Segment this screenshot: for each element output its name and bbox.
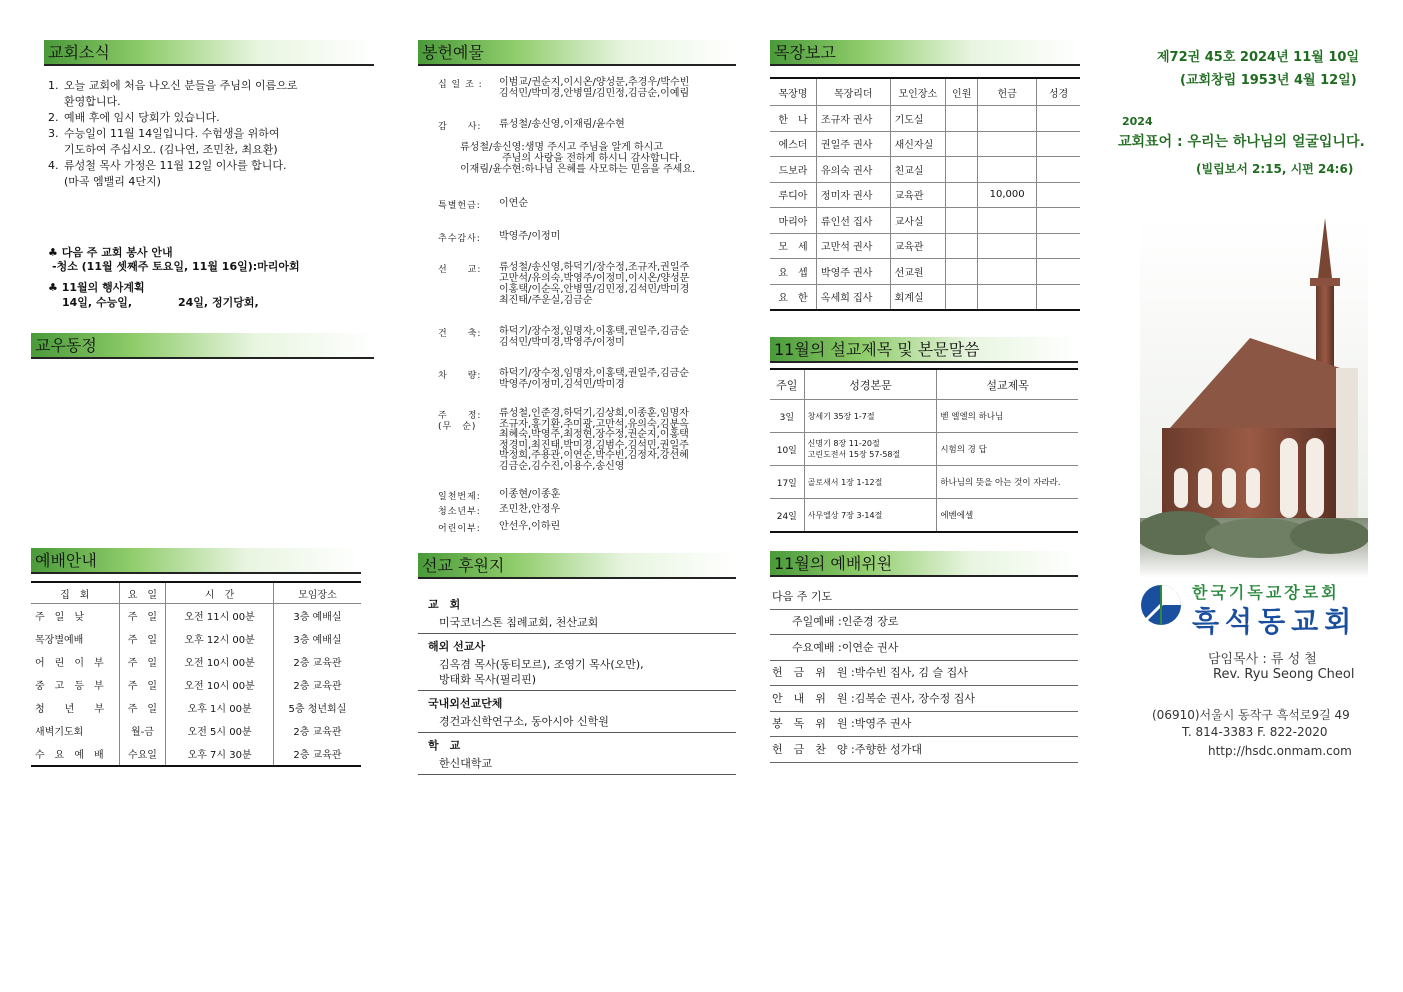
offering-names: 최혜숙,박영주,최정현,장수정,권순지,이홍택 [499,429,689,440]
table-cell [946,182,978,208]
news-title: 교회소식 [48,43,110,62]
offering-category-label: 차 량: [438,371,482,381]
worship-guide-table [31,581,361,767]
offering-names: 정경미,최진태,박미경,김범수,김석민,권일주 [499,439,689,451]
table-cell [1036,233,1080,259]
news-item-number: 1. [48,79,59,92]
servant-role: 헌 금 찬 양 : [772,742,855,756]
sermons-table [770,368,1078,533]
mission-group-line: 한신대학교 [439,757,493,770]
cell-report-row [770,208,1080,234]
mission-group-head: 교 회 [428,598,461,611]
column-header: 요 일 [119,582,166,604]
worship-guide-row [31,696,361,719]
table-cell: 주 일 [119,650,166,673]
sermon-row [770,400,1078,433]
offering-names: 이홍택/이순옥,안병열/김민정,김석민/박미경 [499,284,690,295]
offering-category-label: 선 교: [438,265,482,275]
cell-report-row [770,233,1080,259]
column-header: 성경 [1048,88,1069,100]
mission-header [418,553,736,579]
offering-category-label: 추수감사: [438,234,481,244]
sermons-header [770,337,1078,363]
table-cell [978,106,1037,132]
table-cell [946,208,978,234]
church-logo-icon [1140,584,1182,626]
table-cell: 선교원 [890,259,945,285]
scripture-line: 신명기 8장 11-20절 [807,439,880,448]
table-cell [978,233,1037,259]
table-cell: 주 일 낮 [31,604,119,628]
pastor-name: 담임목사 : 류 성 철 [1208,652,1317,667]
table-cell: 회계실 [890,284,945,310]
offering-category-sublabel: (무 순) [438,422,477,432]
column-header: 주일 [770,369,804,400]
sermon-scripture [804,400,937,433]
table-cell: 마리아 [770,208,816,234]
mission-divider [418,732,736,733]
news-header [44,40,374,66]
column-header: 헌금 [978,78,1037,106]
worship-guide-header [31,548,361,574]
offering-header [418,40,736,66]
events-title: ♣ 11월의 행사계획 [48,281,145,294]
table-cell: 요 셉 [770,259,816,285]
scripture-line: 고린도전서 15장 57-58절 [807,450,901,459]
events-a: 14일, 수능일, [62,296,132,309]
table-cell: 3층 예배실 [293,612,342,623]
offering-names: 김석민/박미경,안병열/김민정,김금순,이예림 [499,88,690,99]
mission-group-head: 학 교 [428,739,461,752]
table-cell [1036,131,1080,157]
table-cell: 주 일 [119,696,166,719]
sermon-scripture [804,433,937,466]
column-header: 시 간 [166,582,274,604]
table-cell [946,233,978,259]
news-item-number: 3. [48,127,59,140]
table-cell: 오후 12시 00분 [166,627,274,650]
offering-names: 김금순,김수진,이용수,송신영 [499,460,625,472]
offering-names: 고만석/유의숙,박영주/이정미,이시온/양성문 [499,273,690,284]
next-week-label: 다음 주 기도 [772,590,833,603]
members-header [31,333,374,359]
column-header: 목장리더 [816,78,890,106]
offering-names: 류성철/송신영:생명 주시고 주님을 알게 하시고 [460,142,663,153]
table-cell: 권일주 권사 [816,131,890,157]
offering-category-label: 주 정: [438,411,482,421]
table-cell: 모 세 [770,233,816,259]
news-item-continued: 환영합니다. [64,95,121,108]
sermon-row [770,466,1078,499]
sermons-title: 11월의 설교제목 및 본문말씀 [774,340,980,359]
worship-guide-row [31,627,361,650]
cell-report-header-row [770,78,1080,106]
offering-names: 김석민/박미경,박영주/이정미 [499,337,625,348]
offering-names: 이범교/권순지,이시온/양성문,추경우/박수빈 [499,77,690,88]
table-cell: 유의숙 권사 [816,157,890,183]
servant-role: 주일예배 : [792,615,842,628]
table-cell: 새신자실 [890,131,945,157]
table-cell: 박영주 권사 [816,259,890,285]
cell-report-table [770,77,1080,311]
mission-group-head: 국내외선교단체 [428,697,503,710]
table-cell: 고만석 권사 [816,233,890,259]
table-cell: 2층 교육관 [293,750,342,761]
servant-row [770,661,1078,686]
table-cell: 오전 10시 00분 [166,673,274,696]
cell-report-row [770,259,1080,285]
sermon-scripture [804,499,937,533]
cell-report-row [770,284,1080,310]
offering-names: 류성철,인준경,하덕기,김상희,이종훈,임명자 [499,408,689,419]
news-item-text: 수능일이 11월 14일입니다. 수험생을 위하여 [64,127,280,140]
table-cell [946,284,978,310]
servant-role: 안 내 위 원 : [772,691,855,705]
news-item-text: 류성철 목사 가정은 11월 12일 이사를 합니다. [64,159,287,172]
denomination-name: 한국기독교장로회 [1192,583,1340,602]
worship-guide-row [31,673,361,696]
scripture-line: 골로새서 1장 1-12절 [807,477,883,487]
sermon-title: 시험의 경 답 [940,445,987,455]
cell-report-row [770,157,1080,183]
table-cell: 루디아 [770,182,816,208]
table-cell: 기도실 [890,106,945,132]
table-cell: 교육관 [890,233,945,259]
table-cell [1036,259,1080,285]
column-header: 인원 [946,78,978,106]
sermon-title: 하나님의 뜻을 아는 것이 자라라. [940,478,1061,488]
news-item-text: 오늘 교회에 처음 나오신 분들을 주님의 이름으로 [64,79,298,92]
sermons-header-row [770,369,1078,400]
offering-names: 이연순 [499,198,528,209]
sermon-title: 벧 엘엘의 하나님 [940,412,1004,422]
mission-group-line: 경건과신학연구소, 동아시아 신학원 [439,715,609,728]
servant-name: 이연순 권사 [841,640,899,654]
news-item-number: 2. [48,111,59,124]
offering-names: 박정희,주용관,이연순,박수빈,김정자,강선혜 [499,450,689,461]
servant-row [770,738,1078,763]
offering-names: 조민찬,안정우 [499,504,561,515]
table-cell: 주 일 [119,604,166,628]
table-cell: 5층 청년회실 [288,704,347,715]
sermon-date: 17일 [770,466,804,499]
servant-row [770,687,1078,712]
table-cell: 조규자 권사 [816,106,890,132]
table-cell: 주 일 [119,627,166,650]
sermon-scripture [804,466,937,499]
offering-category-label: 일천번제: [438,492,481,502]
table-cell: 10,000 [978,182,1037,208]
motto: 교회표어 : 우리는 하나님의 얼굴입니다. [1118,134,1365,150]
offering-category-label: 감 사: [438,122,482,132]
church-url[interactable]: http://hsdc.onmam.com [1208,744,1352,758]
news-item-text: 예배 후에 임시 당회가 있습니다. [64,111,220,124]
table-cell: 청 년 부 [31,696,119,719]
offering-names: 류성철/송신영,하덕기/장수정,조규자,권일주 [499,262,690,273]
table-cell: 에스더 [770,131,816,157]
worship-guide-title: 예배안내 [35,551,97,570]
church-address: (06910)서울시 동작구 흑석로9길 49 [1152,708,1350,722]
issue-info: 제72권 45호 2024년 11월 10일 [1157,50,1359,65]
offering-category-label: 어린이부: [438,524,481,534]
sermon-date: 10일 [770,433,804,466]
sermon-title: 에벤에셀 [940,511,974,521]
mission-divider [418,690,736,691]
offering-names: 박영주/이정미,김석민/박미경 [499,379,625,390]
offering-names: 류성철/송신영,이재림/윤수현 [499,119,625,130]
table-cell: 주 일 [119,673,166,696]
table-cell [1036,106,1080,132]
servant-row [770,636,1078,661]
sermon-row [770,499,1078,533]
mission-group-line: 미국코너스톤 침례교회, 천산교회 [439,616,599,629]
table-cell [946,106,978,132]
servants-title: 11월의 예배위원 [774,554,893,573]
table-cell: 옥세희 집사 [816,284,890,310]
offering-title: 봉헌예물 [422,43,484,62]
table-cell: 한 나 [770,106,816,132]
table-cell: 드보라 [770,157,816,183]
table-cell: 친교실 [890,157,945,183]
offering-category-label: 특별헌금: [438,201,481,211]
table-cell: 2층 교육관 [293,727,342,738]
table-cell: 오전 5시 00분 [166,719,274,742]
worship-guide-header-row [31,582,361,604]
offering-category-label: 청소년부: [438,507,481,517]
table-cell: 류인선 집사 [816,208,890,234]
servant-name: 박수빈 집사, 김 슬 집사 [854,666,968,679]
table-cell: 교육관 [890,182,945,208]
news-item-number: 4. [48,159,59,172]
church-name: 흑석동교회 [1192,605,1358,638]
servant-role: 헌 금 위 원 : [772,666,855,679]
column-header: 모인장소 [890,78,945,106]
cell-report-row [770,106,1080,132]
scripture-line: 창세기 35장 1-7절 [807,411,875,421]
offering-names: 이종현/이종훈 [499,489,561,500]
sermon-row [770,433,1078,466]
table-cell: 수 요 예 배 [31,742,119,766]
members-title: 교우동정 [35,336,97,355]
table-cell: 목장별예배 [31,627,119,650]
service-notice-title: ♣ 다음 주 교회 봉사 안내 [48,246,173,259]
founded-info: (교회창립 1953년 4월 12일) [1180,73,1357,88]
table-cell [978,131,1037,157]
servant-name: 박영주 권사 [854,717,912,730]
table-cell [946,131,978,157]
news-item-continued: 기도하여 주십시오. (김나연, 조민찬, 최요환) [64,143,278,156]
worship-guide-row [31,742,361,766]
table-cell: 어 린 이 부 [31,650,119,673]
church-phone: T. 814-3383 F. 822-2020 [1182,725,1328,739]
table-cell: 2층 교육관 [293,681,342,692]
next-week-prayer [770,585,1078,610]
table-cell [946,157,978,183]
offering-names: 이재림/윤수현:하나님 은혜를 사모하는 믿음을 주세요. [460,164,696,175]
table-cell: 오전 10시 00분 [166,650,274,673]
news-item-continued: (마곡 엠밸리 4단지) [64,175,161,188]
table-cell [1036,284,1080,310]
cell-report-title: 목장보고 [774,43,836,62]
column-header: 설교제목 [986,378,1029,392]
table-cell: 교사실 [890,208,945,234]
events-b: 24일, 정기당회, [178,296,259,309]
servant-name: 주향한 성가대 [854,742,922,756]
table-cell: 수요일 [119,742,166,766]
table-cell [1036,157,1080,183]
table-cell: 정미자 권사 [816,182,890,208]
column-header: 집 회 [31,582,119,604]
table-cell [1036,208,1080,234]
table-cell: 3층 예배실 [293,635,342,646]
servant-role: 수요예배 : [792,640,842,654]
table-cell: 오후 1시 00분 [166,696,274,719]
motto-year: 2024 [1122,115,1153,128]
offering-category-label: 십 일 조 : [438,80,483,90]
table-cell [978,284,1037,310]
sermon-date: 3일 [770,400,804,433]
column-header: 성경본문 [804,369,937,400]
offering-names: 박영주/이정미 [499,231,561,242]
table-cell: 새벽기도회 [31,719,119,742]
mission-divider [418,633,736,634]
offering-names: 안선우,이하린 [499,521,561,532]
column-header: 목장명 [770,78,816,106]
worship-guide-row [31,719,361,742]
servant-role: 봉 독 위 원 : [772,717,855,730]
pastor-name-english: Rev. Ryu Seong Cheol [1213,667,1355,682]
church-building-illustration [1140,218,1368,578]
table-cell: 중 고 등 부 [31,673,119,696]
table-cell: 오전 11시 00분 [166,604,274,628]
cell-report-header [770,40,1080,66]
mission-group-head: 해외 선교사 [428,640,485,653]
cell-report-row [770,182,1080,208]
motto-ref: (빌립보서 2:15, 시편 24:6) [1196,162,1354,176]
mission-title: 선교 후원지 [422,556,505,575]
servant-row [770,712,1078,737]
servant-row [770,610,1078,635]
table-cell: 오후 7시 30분 [166,742,274,766]
cell-report-row [770,131,1080,157]
offering-category-label: 건 축: [438,329,482,339]
table-cell [978,157,1037,183]
sermon-date: 24일 [770,499,804,533]
table-cell [946,259,978,285]
offering-names: 하덕기/장수정,임명자,이홍택,권일주,김금순 [499,368,689,379]
table-cell: 2층 교육관 [293,658,342,669]
offering-names: 최진태/주운실,김금순 [499,295,593,306]
worship-guide-row [31,650,361,673]
worship-guide-row [31,604,361,628]
table-cell: 월-금 [119,719,166,742]
table-cell: 요 한 [770,284,816,310]
offering-names: 주님의 사랑을 전하게 하시니 감사합니다. [502,153,683,164]
table-cell [978,208,1037,234]
mission-group-line: 방태화 목사(필리핀) [439,673,537,686]
servants-header [770,551,1078,577]
offering-names: 하덕기/장수정,임명자,이홍택,권일주,김금순 [499,326,689,337]
scripture-line: 사무엘상 7장 3-14절 [807,510,883,520]
table-cell [1036,182,1080,208]
mission-divider [418,774,736,775]
servant-name: 인준경 장로 [841,615,899,628]
offering-names: 조규자,홍기환,추미광,고만석,유의숙,김분옥 [499,418,689,430]
servant-name: 김복순 권사, 장수정 집사 [854,691,975,705]
mission-group-line: 김옥겸 목사(동티모르), 조영기 목사(오만), [439,658,644,671]
service-notice-detail: -청소 (11월 셋째주 토요일, 11월 16일):마리아회 [52,260,300,273]
table-cell [978,259,1037,285]
column-header: 모임장소 [298,589,337,601]
